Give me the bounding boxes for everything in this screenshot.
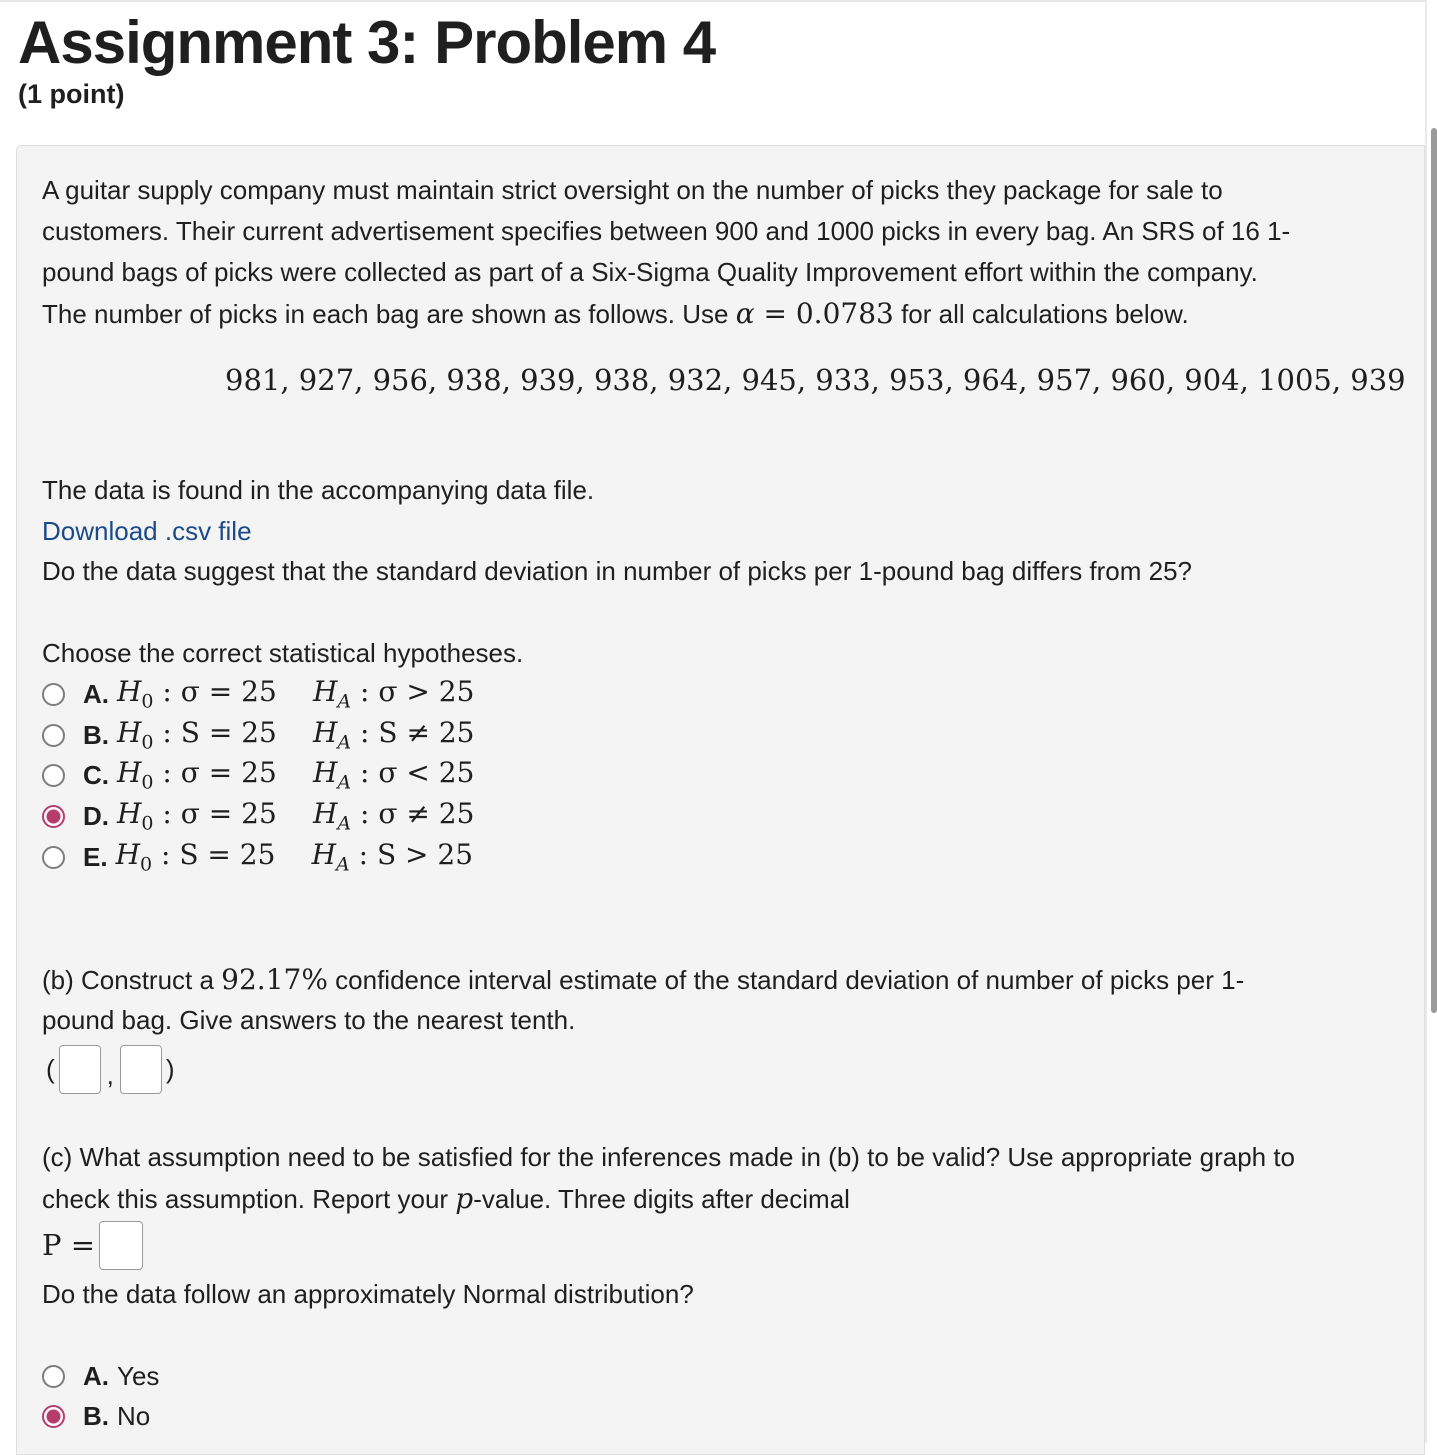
option-letter: A. — [83, 678, 109, 709]
ci-lower-input[interactable] — [59, 1045, 101, 1094]
intro-line-1: A guitar supply company must maintain strict oversight on the number of picks they package for sale to — [42, 175, 1223, 205]
download-csv-link[interactable]: Download .csv file — [42, 516, 252, 546]
alternative-hypothesis — [313, 756, 474, 794]
hypothesis-subscript: 0 — [141, 690, 154, 713]
hypothesis-subscript: 0 — [140, 853, 153, 876]
normal-option-yes[interactable] — [42, 1356, 159, 1396]
alternative-hypothesis — [313, 797, 474, 835]
hypothesis-body: : σ = 25 — [153, 675, 277, 709]
hypothesis-option-b[interactable] — [42, 715, 474, 755]
hypothesis-subscript: 0 — [141, 731, 154, 754]
hypothesis-option-d[interactable] — [42, 796, 474, 836]
hypothesis-subscript: A — [337, 771, 352, 794]
content-right-edge — [1425, 0, 1427, 1443]
hypothesis-H: H — [115, 838, 140, 872]
normal-option-no[interactable] — [42, 1396, 150, 1436]
intro-line-4-post: for all calculations below. — [893, 299, 1189, 329]
hypothesis-H: H — [117, 756, 142, 790]
hypothesis-body: : σ > 25 — [351, 675, 475, 709]
math-expression — [313, 716, 475, 754]
math-expression — [313, 797, 475, 835]
page-title: Assignment 3: Problem 4 — [18, 9, 716, 76]
hypothesis-H: H — [313, 675, 338, 709]
null-hypothesis — [117, 797, 313, 835]
hypothesis-option-a[interactable] — [42, 674, 474, 714]
intro-line-3: pound bags of picks were collected as part of a Six-Sigma Quality Improvement effort within the company. — [42, 257, 1258, 287]
part-b-line-1-pre: (b) Construct a — [42, 965, 222, 995]
data-values: 981, 927, 956, 938, 939, 938, 932, 945, 933, 953, 964, 957, 960, 904, 1005, 939 — [225, 363, 1406, 397]
alpha-symbol: α — [735, 297, 755, 330]
hypothesis-H: H — [117, 675, 142, 709]
open-paren: ( — [46, 1053, 55, 1084]
math-expression — [117, 756, 277, 794]
hypothesis-H: H — [313, 716, 338, 750]
p-value-label: P = — [42, 1228, 96, 1262]
math-expression — [313, 756, 475, 794]
hypothesis-body: : σ ≠ 25 — [351, 797, 475, 831]
math-expression — [313, 675, 475, 713]
null-hypothesis — [117, 716, 313, 754]
hypothesis-body: : σ = 25 — [153, 797, 277, 831]
part-c-line-2-pre: check this assumption. Report your — [42, 1184, 456, 1214]
radio-button[interactable] — [42, 1365, 65, 1388]
hypothesis-body: : S = 25 — [152, 838, 276, 872]
option-letter: A. — [83, 1360, 109, 1391]
hypotheses-prompt: Choose the correct statistical hypotheses. — [42, 638, 524, 668]
intro-line-4-pre: The number of picks in each bag are shown as follows. Use — [42, 299, 736, 329]
part-c-line-2-post: -value. Three digits after decimal — [473, 1184, 850, 1214]
math-expression — [117, 797, 277, 835]
top-border — [0, 0, 1425, 2]
radio-button[interactable] — [42, 805, 65, 828]
math-expression — [117, 716, 277, 754]
option-letter: C. — [83, 759, 109, 790]
download-csv-link-row — [42, 511, 252, 552]
null-hypothesis — [116, 838, 312, 876]
part-b-line-1-post: confidence interval estimate of the standard deviation of number of picks per 1- — [327, 965, 1245, 995]
part-c-line-1: (c) What assumption need to be satisfied for the inferences made in (b) to be valid? Use appropriate graph to — [42, 1142, 1296, 1172]
radio-button[interactable] — [42, 1405, 65, 1428]
radio-button[interactable] — [42, 846, 65, 869]
hypothesis-subscript: A — [337, 731, 352, 754]
alternative-hypothesis — [313, 716, 474, 754]
scrollbar-thumb[interactable] — [1431, 128, 1437, 1013]
hypothesis-body: : S > 25 — [349, 838, 474, 872]
ci-upper-input[interactable] — [120, 1045, 162, 1094]
part-b-line-2: pound bag. Give answers to the nearest tenth. — [42, 1005, 576, 1035]
radio-button[interactable] — [42, 683, 65, 706]
hypothesis-option-c[interactable] — [42, 755, 474, 795]
hypothesis-H: H — [117, 797, 142, 831]
hypothesis-subscript: A — [336, 853, 350, 876]
hypothesis-H: H — [311, 838, 336, 872]
alternative-hypothesis — [312, 838, 473, 876]
null-hypothesis — [117, 675, 313, 713]
option-letter: D. — [83, 800, 109, 831]
part-b-line-1 — [42, 959, 1244, 1001]
math-expression — [117, 675, 277, 713]
null-hypothesis — [117, 756, 313, 794]
ci-comma: , — [106, 1059, 114, 1090]
hypothesis-body: : S ≠ 25 — [351, 716, 475, 750]
close-paren: ) — [165, 1053, 175, 1084]
intro-line-4 — [42, 293, 1189, 335]
option-letter: E. — [83, 841, 108, 872]
confidence-level: 92.17% — [221, 963, 328, 996]
confidence-interval-row — [42, 1042, 179, 1096]
option-letter: B. — [83, 1400, 109, 1431]
hypothesis-subscript: A — [337, 690, 352, 713]
hypothesis-H: H — [313, 797, 338, 831]
option-letter: B. — [83, 719, 109, 750]
part-c-line-2 — [42, 1178, 850, 1220]
radio-button[interactable] — [42, 724, 65, 747]
question-text: Do the data suggest that the standard deviation in number of picks per 1-pound bag differs from 25? — [42, 556, 1193, 586]
hypothesis-subscript: 0 — [141, 771, 154, 794]
data-note: The data is found in the accompanying data file. — [42, 475, 595, 505]
points-label: (1 point) — [18, 79, 125, 109]
normal-question: Do the data follow an approximately Normal distribution? — [42, 1279, 694, 1309]
p-value-input[interactable] — [99, 1221, 143, 1270]
hypothesis-body: : S = 25 — [153, 716, 277, 750]
p-value-row — [42, 1218, 143, 1272]
p-symbol: p — [455, 1182, 474, 1215]
hypothesis-body: : σ < 25 — [351, 756, 475, 790]
alpha-value: = 0.0783 — [754, 297, 894, 330]
option-label: Yes — [117, 1360, 160, 1391]
alternative-hypothesis — [313, 675, 474, 713]
intro-line-2: customers. Their current advertisement specifies between 900 and 1000 picks in every bag. An SRS of 16 1- — [42, 216, 1291, 246]
hypothesis-subscript: 0 — [141, 812, 154, 835]
math-expression — [115, 838, 276, 876]
hypothesis-H: H — [117, 716, 142, 750]
option-label: No — [117, 1400, 151, 1431]
hypothesis-subscript: A — [337, 812, 352, 835]
hypothesis-option-e[interactable] — [42, 837, 473, 877]
hypothesis-H: H — [313, 756, 338, 790]
hypothesis-body: : σ = 25 — [153, 756, 277, 790]
math-expression — [311, 838, 474, 876]
radio-button[interactable] — [42, 764, 65, 787]
